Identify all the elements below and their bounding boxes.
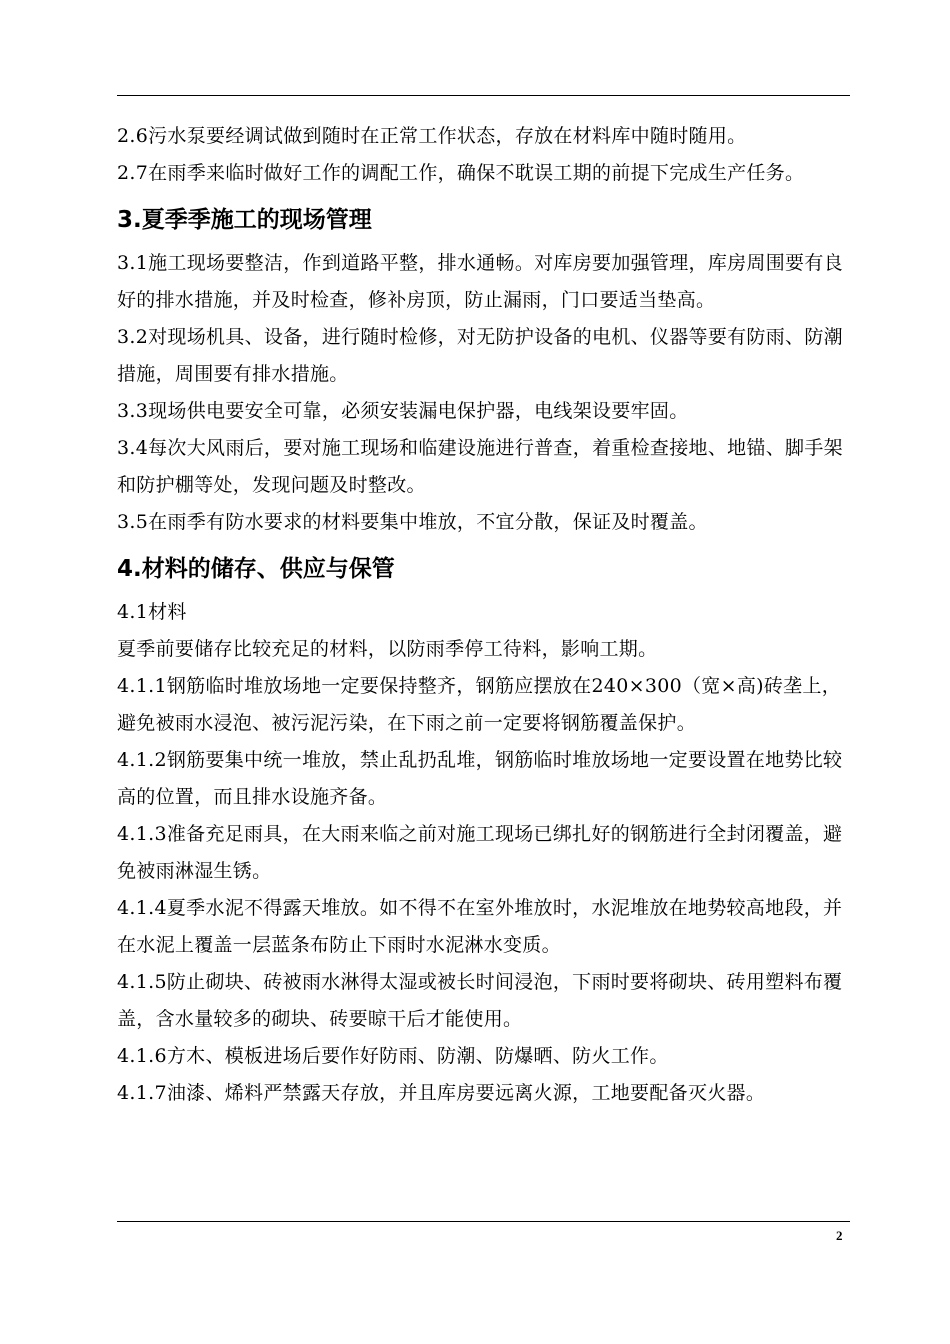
paragraph-4-1-2: 4.1.2钢筋要集中统一堆放，禁止乱扔乱堆，钢筋临时堆放场地一定要设置在地势比较高的位置，而且排水设施齐备。 — [117, 749, 843, 808]
paragraph-2-7: 2.7在雨季来临时做好工作的调配工作，确保不耽误工期的前提下完成生产任务。 — [117, 162, 805, 184]
footer-rule — [117, 1221, 850, 1222]
paragraph-3-2: 3.2对现场机具、设备，进行随时检修，对无防护设备的电机、仪器等要有防雨、防潮措施，周围要有排水措施。 — [117, 326, 843, 385]
paragraph-4-1-1: 4.1.1钢筋临时堆放场地一定要保持整齐，钢筋应摆放在240×300（宽×高)砖垄上，避免被雨水浸泡、被污泥污染，在下雨之前一定要将钢筋覆盖保护。 — [117, 675, 842, 734]
section-4-heading: 4.材料的储存、供应与保管 — [117, 556, 395, 582]
paragraph-4-1-4: 4.1.4夏季水泥不得露天堆放。如不得不在室外堆放时，水泥堆放在地势较高地段，并在水泥上覆盖一层蓝条布防止下雨时水泥淋水变质。 — [117, 897, 843, 956]
paragraph-4-1-6: 4.1.6方木、模板进场后要作好防雨、防潮、防爆晒、防火工作。 — [117, 1045, 669, 1067]
paragraph-4-1-7: 4.1.7油漆、烯料严禁露天存放，并且库房要远离火源，工地要配备灭火器。 — [117, 1082, 766, 1104]
paragraph-4-1-5: 4.1.5防止砌块、砖被雨水淋得太湿或被长时间浸泡，下雨时要将砌块、砖用塑料布覆盖，含水量较多的砌块、砖要晾干后才能使用。 — [117, 971, 843, 1030]
paragraph-3-4: 3.4每次大风雨后，要对施工现场和临建设施进行普查，着重检查接地、地锚、脚手架和防护棚等处，发现问题及时整改。 — [117, 437, 843, 496]
paragraph-3-1: 3.1施工现场要整洁，作到道路平整，排水通畅。对库房要加强管理，库房周围要有良好的排水措施，并及时检查，修补房顶，防止漏雨，门口要适当垫高。 — [117, 252, 843, 311]
page-number: 2 — [836, 1228, 843, 1243]
paragraph-3-3: 3.3现场供电要安全可靠，必须安装漏电保护器，电线架设要牢固。 — [117, 400, 689, 422]
section-3-heading: 3.夏季季施工的现场管理 — [117, 207, 372, 233]
paragraph-4-1: 4.1材料 — [117, 601, 187, 623]
paragraph-2-6: 2.6污水泵要经调试做到随时在正常工作状态，存放在材料库中随时随用。 — [117, 125, 747, 147]
header-rule — [117, 95, 850, 96]
document-body — [117, 118, 857, 1112]
paragraph-3-5: 3.5在雨季有防水要求的材料要集中堆放，不宜分散，保证及时覆盖。 — [117, 511, 708, 533]
paragraph-4-1-3: 4.1.3准备充足雨具，在大雨来临之前对施工现场已绑扎好的钢筋进行全封闭覆盖，避免被雨淋湿生锈。 — [117, 823, 843, 882]
paragraph-4-1-intro: 夏季前要储存比较充足的材料，以防雨季停工待料，影响工期。 — [117, 638, 658, 660]
